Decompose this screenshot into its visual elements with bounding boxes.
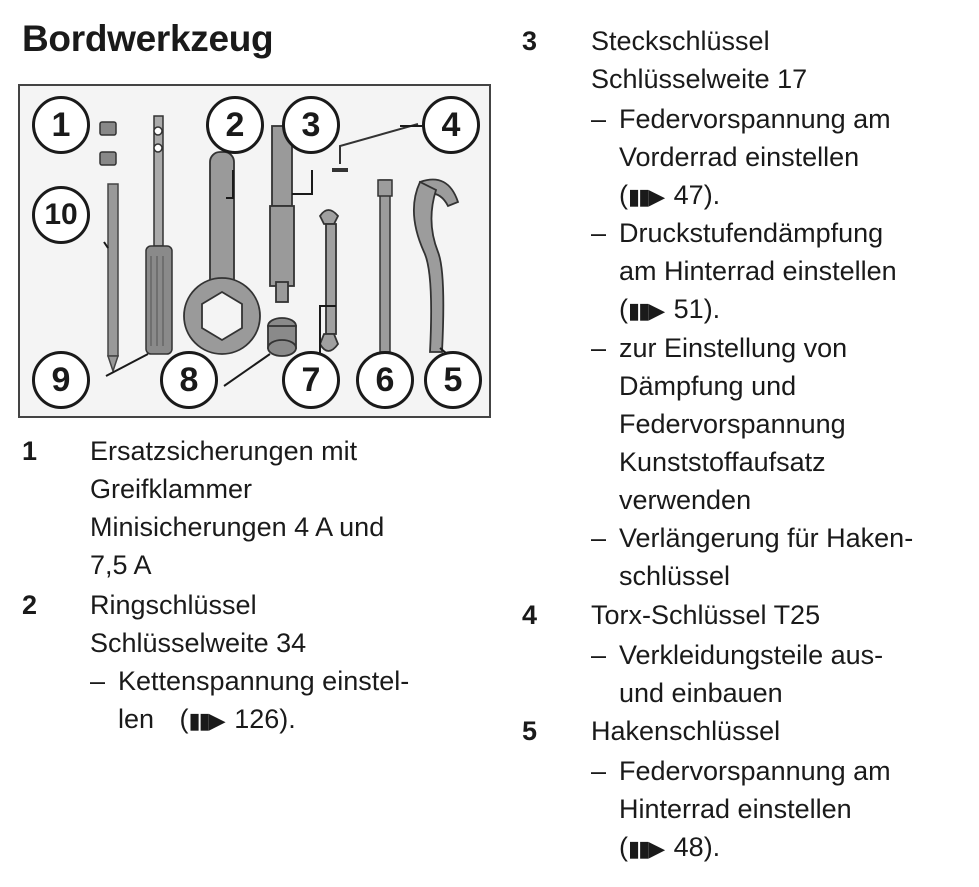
- item-3-sub-2-line: Druckstufendämpfung: [619, 218, 884, 248]
- item-2-sub-line-ref: [118, 700, 409, 740]
- ring-spanner-icon: [184, 152, 260, 354]
- page-ref: (▮▮▶ 47).: [619, 176, 891, 216]
- torx-key-icon: [332, 124, 418, 170]
- item-3-sub-3-line: Dämpfung und: [619, 371, 797, 401]
- item-4-text: [591, 596, 820, 634]
- fuse-icon: [100, 122, 116, 165]
- item-2-number: 2: [22, 590, 38, 620]
- item-4-sub-1-line: und einbauen: [619, 678, 783, 708]
- item-3-sub-2: [591, 214, 897, 330]
- page-ref-number[interactable]: 126).: [234, 704, 296, 734]
- item-3-sub-4: [591, 519, 913, 595]
- screwdriver-icon: [146, 116, 172, 354]
- item-2-line: Schlüsselweite 34: [90, 628, 307, 658]
- item-3-sub-1: [591, 100, 891, 216]
- callout-9: 9: [32, 351, 90, 409]
- item-3-number: 3: [522, 26, 538, 56]
- page-ref-arrow-icon: ▮▮▶: [628, 836, 664, 861]
- item-4-sub-1-line: Verkleidungsteile aus-: [619, 640, 884, 670]
- item-4-line: Torx-Schlüssel T25: [591, 600, 821, 630]
- callout-7: 7: [282, 351, 340, 409]
- item-3-text: [591, 22, 807, 98]
- page-ref: (▮▮▶ 51).: [619, 290, 897, 330]
- extension-rod-icon: [378, 180, 392, 352]
- item-1-number: 1: [22, 436, 38, 466]
- hook-spanner-icon: [414, 180, 458, 353]
- item-3-sub-4-line: Verlängerung für Haken-: [619, 523, 914, 553]
- item-3-sub-2-line: am Hinterrad einstellen: [619, 256, 897, 286]
- bullet-dash: –: [591, 218, 607, 248]
- item-1-line: Greifklammer: [90, 474, 253, 504]
- item-2-sub: [90, 662, 409, 740]
- page-ref-number[interactable]: 47).: [673, 180, 721, 210]
- tool-kit-figure: [18, 84, 491, 418]
- callout-1: 1: [32, 96, 90, 154]
- item-3-sub-3-line: Federvorspannung: [619, 409, 846, 439]
- bullet-dash: –: [591, 523, 607, 553]
- item-4-sub-1: [591, 636, 883, 712]
- page-ref-number[interactable]: 51).: [673, 294, 721, 324]
- item-5-line: Hakenschlüssel: [591, 716, 781, 746]
- item-3-sub-3: [591, 329, 847, 519]
- item-5-sub-1-line: Federvorspannung am: [619, 756, 891, 786]
- bullet-dash: –: [591, 333, 607, 363]
- item-3-sub-3-line: Kunststoffaufsatz: [619, 447, 826, 477]
- item-5-number: 5: [522, 716, 538, 746]
- page-ref-arrow-icon: ▮▮▶: [628, 184, 664, 209]
- page-ref-number[interactable]: 48).: [673, 832, 721, 862]
- fuse-puller-icon: [108, 184, 118, 371]
- callout-2: 2: [206, 96, 264, 154]
- item-1-text: [90, 432, 384, 584]
- page-ref-arrow-icon: ▮▮▶: [188, 708, 224, 733]
- item-3-sub-1-line: Vorderrad einstellen: [619, 142, 860, 172]
- bullet-dash: –: [591, 104, 607, 134]
- bullet-dash: –: [90, 666, 106, 696]
- open-end-spanner-icon: [320, 210, 338, 351]
- item-2-line: Ringschlüssel: [90, 590, 257, 620]
- page-ref-arrow-icon: ▮▮▶: [628, 298, 664, 323]
- item-1-line: Ersatzsicherungen mit: [90, 436, 358, 466]
- item-3-sub-4-line: schlüssel: [619, 561, 731, 591]
- callout-8: 8: [160, 351, 218, 409]
- page-ref: (▮▮▶ 48).: [619, 828, 891, 868]
- callout-6: 6: [356, 351, 414, 409]
- page-ref: (▮▮▶ 126).: [180, 704, 296, 734]
- callout-4: 4: [422, 96, 480, 154]
- item-3-line: Schlüsselweite 17: [591, 64, 808, 94]
- item-3-sub-3-line: zur Einstellung von: [619, 333, 848, 363]
- bullet-dash: –: [591, 640, 607, 670]
- callout-10: 10: [32, 186, 90, 244]
- page-title: Bordwerkzeug: [22, 18, 274, 59]
- small-socket-icon: [268, 318, 296, 356]
- callout-5: 5: [424, 351, 482, 409]
- item-5-sub-1-line: Hinterrad einstellen: [619, 794, 852, 824]
- item-5-sub-1: [591, 752, 891, 868]
- item-3-line: Steckschlüssel: [591, 26, 770, 56]
- item-1-line: Minisicherungen 4 A und: [90, 512, 385, 542]
- socket-wrench-icon: [270, 126, 294, 302]
- item-3-sub-1-line: Federvorspannung am: [619, 104, 891, 134]
- callout-3: 3: [282, 96, 340, 154]
- item-5-text: [591, 712, 780, 750]
- item-1-line: 7,5 A: [90, 550, 152, 580]
- bullet-dash: –: [591, 756, 607, 786]
- item-2-sub-line: len: [118, 704, 155, 734]
- item-2-sub-line: Kettenspannung einstel-: [118, 666, 410, 696]
- item-4-number: 4: [522, 600, 538, 630]
- item-2-text: [90, 586, 306, 662]
- item-3-sub-3-line: verwenden: [619, 485, 752, 515]
